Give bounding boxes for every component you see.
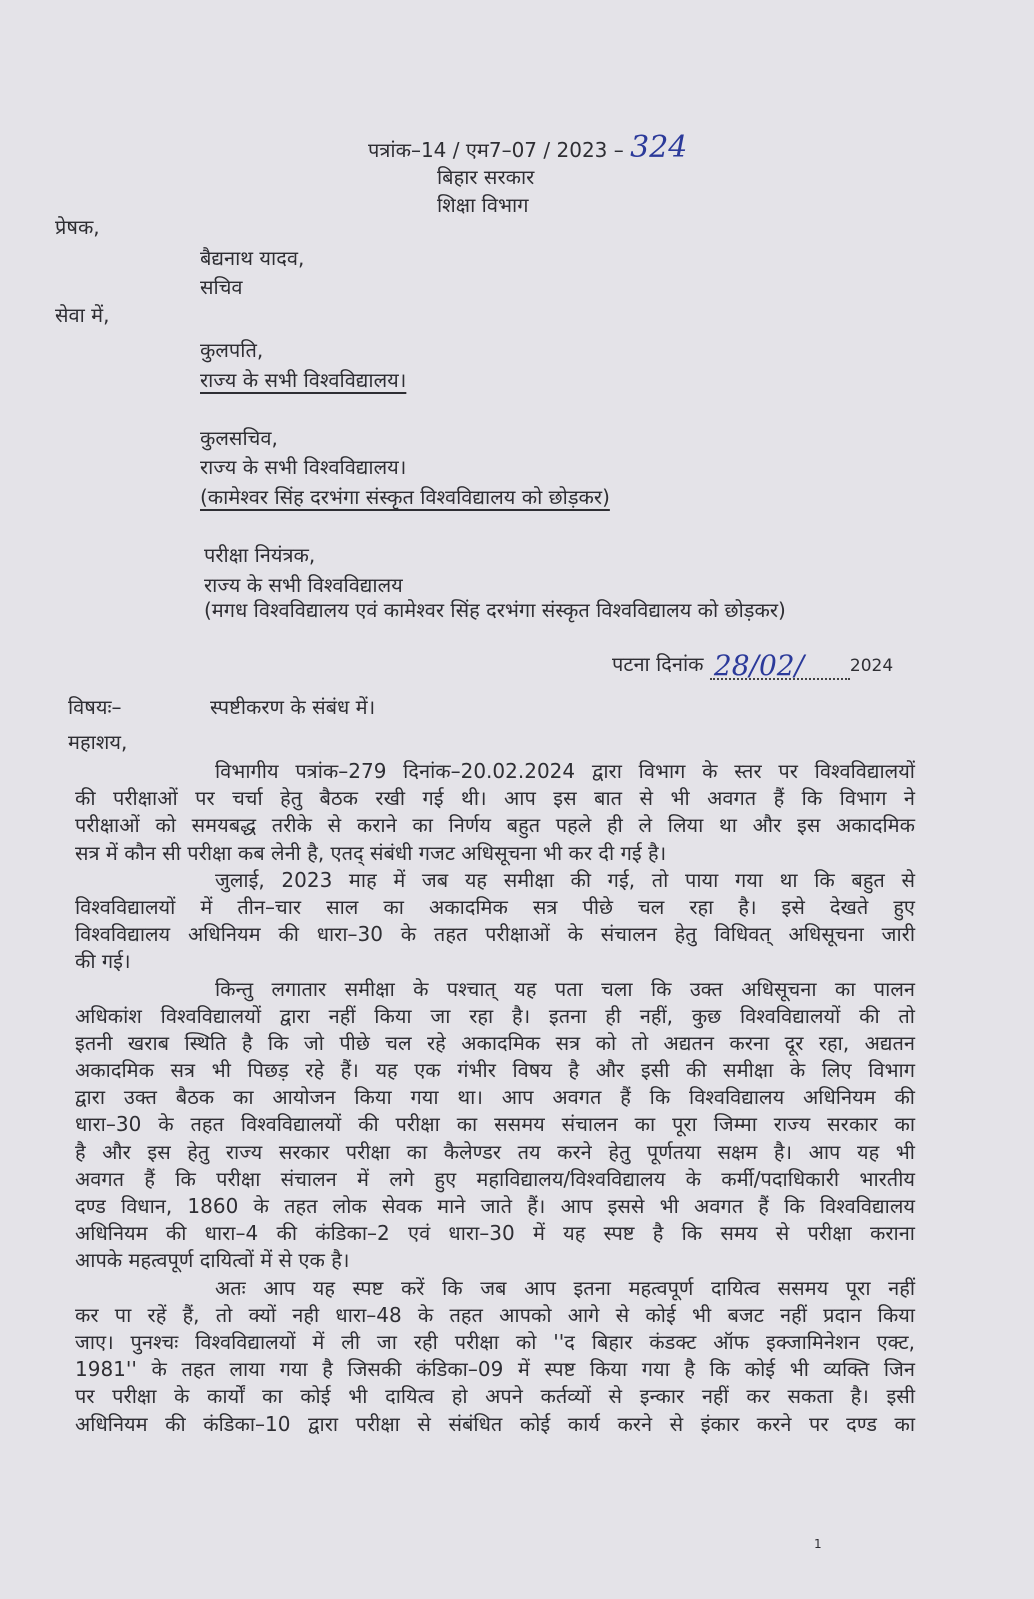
sender-designation: सचिव bbox=[200, 275, 243, 299]
date-line bbox=[612, 650, 893, 680]
body-line: किन्तु लगातार समीक्षा के पश्चात् यह पता चला कि उक्त अधिसूचना का पालन bbox=[215, 976, 915, 1001]
date-year: 2024 bbox=[849, 656, 894, 676]
body-line: दण्ड विधान, 1860 के तहत लोक सेवक माने जाते हैं। आप इससे भी अवगत हैं कि विश्वविद्यालय bbox=[75, 1194, 915, 1218]
body-line: विश्वविद्यालय अधिनियम की धारा–30 के तहत परीक्षाओं के संचालन हेतु विधिवत् अधिसूचना जारी bbox=[75, 922, 915, 947]
subject-text: स्पष्टीकरण के संबंध में। bbox=[210, 695, 376, 719]
date-label: पटना दिनांक bbox=[612, 652, 704, 676]
sender-label: प्रेषक, bbox=[55, 215, 100, 239]
government-name: बिहार सरकार bbox=[437, 165, 535, 189]
body-line: जुलाई, 2023 माह में जब यह समीक्षा की गई, तो पाया गया था कि बहुत से bbox=[215, 867, 915, 892]
department-name: शिक्षा विभाग bbox=[437, 193, 529, 217]
recipient-registrar-line: राज्य के सभी विश्वविद्यालय। bbox=[200, 455, 407, 479]
body-line: अधिकांश विश्वविद्यालयों द्वारा नहीं किया जा रहा है। इतना ही नहीं, कुछ विश्वविद्यालयों की तो bbox=[75, 1003, 915, 1028]
recipient-exam-controller-note: (मगध विश्वविद्यालय एवं कामेश्वर सिंह दरभंगा संस्कृत विश्वविद्यालय को छोड़कर) bbox=[204, 598, 786, 622]
body-line: की परीक्षाओं पर चर्चा हेतु बैठक रखी गई थी। आप इस बात से भी अवगत हैं कि विभाग ने bbox=[75, 786, 915, 811]
body-line: 1981'' के तहत लाया गया है जिसकी कंडिका–09 में स्पष्ट किया गया है कि कोई भी व्यक्ति जिन bbox=[75, 1357, 915, 1382]
body-line: अवगत हैं कि परीक्षा संचालन में लगे हुए महाविद्यालय/विश्वविद्यालय के कर्मी/पदाधिकारी भारतीय bbox=[75, 1166, 915, 1191]
salutation: महाशय, bbox=[68, 730, 128, 754]
body-line: द्वारा उक्त बैठक का आयोजन किया गया था। आप अवगत हैं कि विश्वविद्यालय अधिनियम की bbox=[75, 1085, 915, 1110]
sender-name: बैद्यनाथ यादव, bbox=[200, 246, 305, 270]
body-line: विभागीय पत्रांक–279 दिनांक–20.02.2024 द्वारा विभाग के स्तर पर विश्वविद्यालयों bbox=[215, 759, 915, 783]
body-line: है और इस हेतु राज्य सरकार परीक्षा का कैलेण्डर तय करने हेतु पूर्णतया सक्षम है। आप यह भी bbox=[75, 1139, 915, 1164]
recipient-vc-line: राज्य के सभी विश्वविद्यालय। bbox=[200, 368, 407, 392]
recipient-vc-title: कुलपति, bbox=[200, 338, 264, 362]
body-line: आपके महत्वपूर्ण दायित्वों में से एक है। bbox=[75, 1248, 350, 1273]
body-line: अकादमिक सत्र भी पिछड़ रहे हैं। यह एक गंभीर विषय है और इसी की समीक्षा के लिए विभाग bbox=[75, 1058, 915, 1083]
reference-number bbox=[368, 130, 688, 165]
recipient-registrar-note: (कामेश्वर सिंह दरभंगा संस्कृत विश्वविद्यालय को छोड़कर) bbox=[200, 485, 610, 509]
body-line: सत्र में कौन सी परीक्षा कब लेनी है, एतद् संबंधी गजट अधिसूचना भी कर दी गई है। bbox=[75, 840, 667, 865]
subject-label: विषयः– bbox=[68, 695, 122, 719]
recipient-exam-controller-title: परीक्षा नियंत्रक, bbox=[204, 543, 316, 567]
body-line: अधिनियम की कंडिका–10 द्वारा परीक्षा से संबंधित कोई कार्य करने से इंकार करने पर दण्ड का bbox=[75, 1411, 915, 1436]
letter-body bbox=[75, 758, 915, 1438]
body-line: जाए। पुनश्चः विश्वविद्यालयों में ली जा रही परीक्षा को ''द बिहार कंडक्ट ऑफ इक्जामिनेशन एक्ट, bbox=[75, 1329, 915, 1354]
body-line: इतनी खराब स्थिति है कि जो पीछे चल रहे अकादमिक सत्र को तो अद्यतन करना दूर रहा, अद्यतन bbox=[75, 1030, 915, 1055]
recipient-registrar-title: कुलसचिव, bbox=[200, 426, 278, 450]
date-blank bbox=[710, 649, 850, 682]
body-line: अधिनियम की धारा–4 की कंडिका–2 एवं धारा–30 में यह स्पष्ट है कि समय से परीक्षा कराना bbox=[75, 1221, 915, 1246]
body-line: धारा–30 के तहत विश्वविद्यालयों की परीक्षा का ससमय संचालन का पूरा जिम्मा राज्य सरकार का bbox=[75, 1112, 915, 1137]
recipient-label: सेवा में, bbox=[55, 303, 110, 327]
recipient-exam-controller-line: राज्य के सभी विश्वविद्यालय bbox=[204, 573, 403, 597]
body-line: कर पा रहें हैं, तो क्यों नही धारा–48 के तहत आपको आगे से कोई भी बजट नहीं प्रदान किया bbox=[75, 1302, 915, 1327]
body-line: अतः आप यह स्पष्ट करें कि जब आप इतना महत्वपूर्ण दायित्व ससमय पूरा नहीं bbox=[215, 1275, 915, 1300]
handwritten-date: 28/02/ bbox=[713, 649, 805, 682]
body-line: विश्वविद्यालयों में तीन–चार साल का अकादमिक सत्र पीछे चल रहा है। इसे देखते हुए bbox=[75, 894, 915, 919]
body-line: की गई। bbox=[75, 949, 131, 974]
reference-number-text: पत्रांक–14 / एम7–07 / 2023 – bbox=[368, 138, 624, 162]
body-line: परीक्षाओं को समयबद्ध तरीके से कराने का निर्णय बहुत पहले ही ले लिया था और इस अकादमिक bbox=[75, 813, 915, 838]
handwritten-reference: 324 bbox=[630, 130, 688, 165]
page-number: 1 bbox=[814, 1537, 822, 1551]
body-line: पर परीक्षा के कार्यों का कोई भी दायित्व हो अपने कर्तव्यों से इन्कार नहीं कर सकता है। इसी bbox=[75, 1384, 915, 1409]
